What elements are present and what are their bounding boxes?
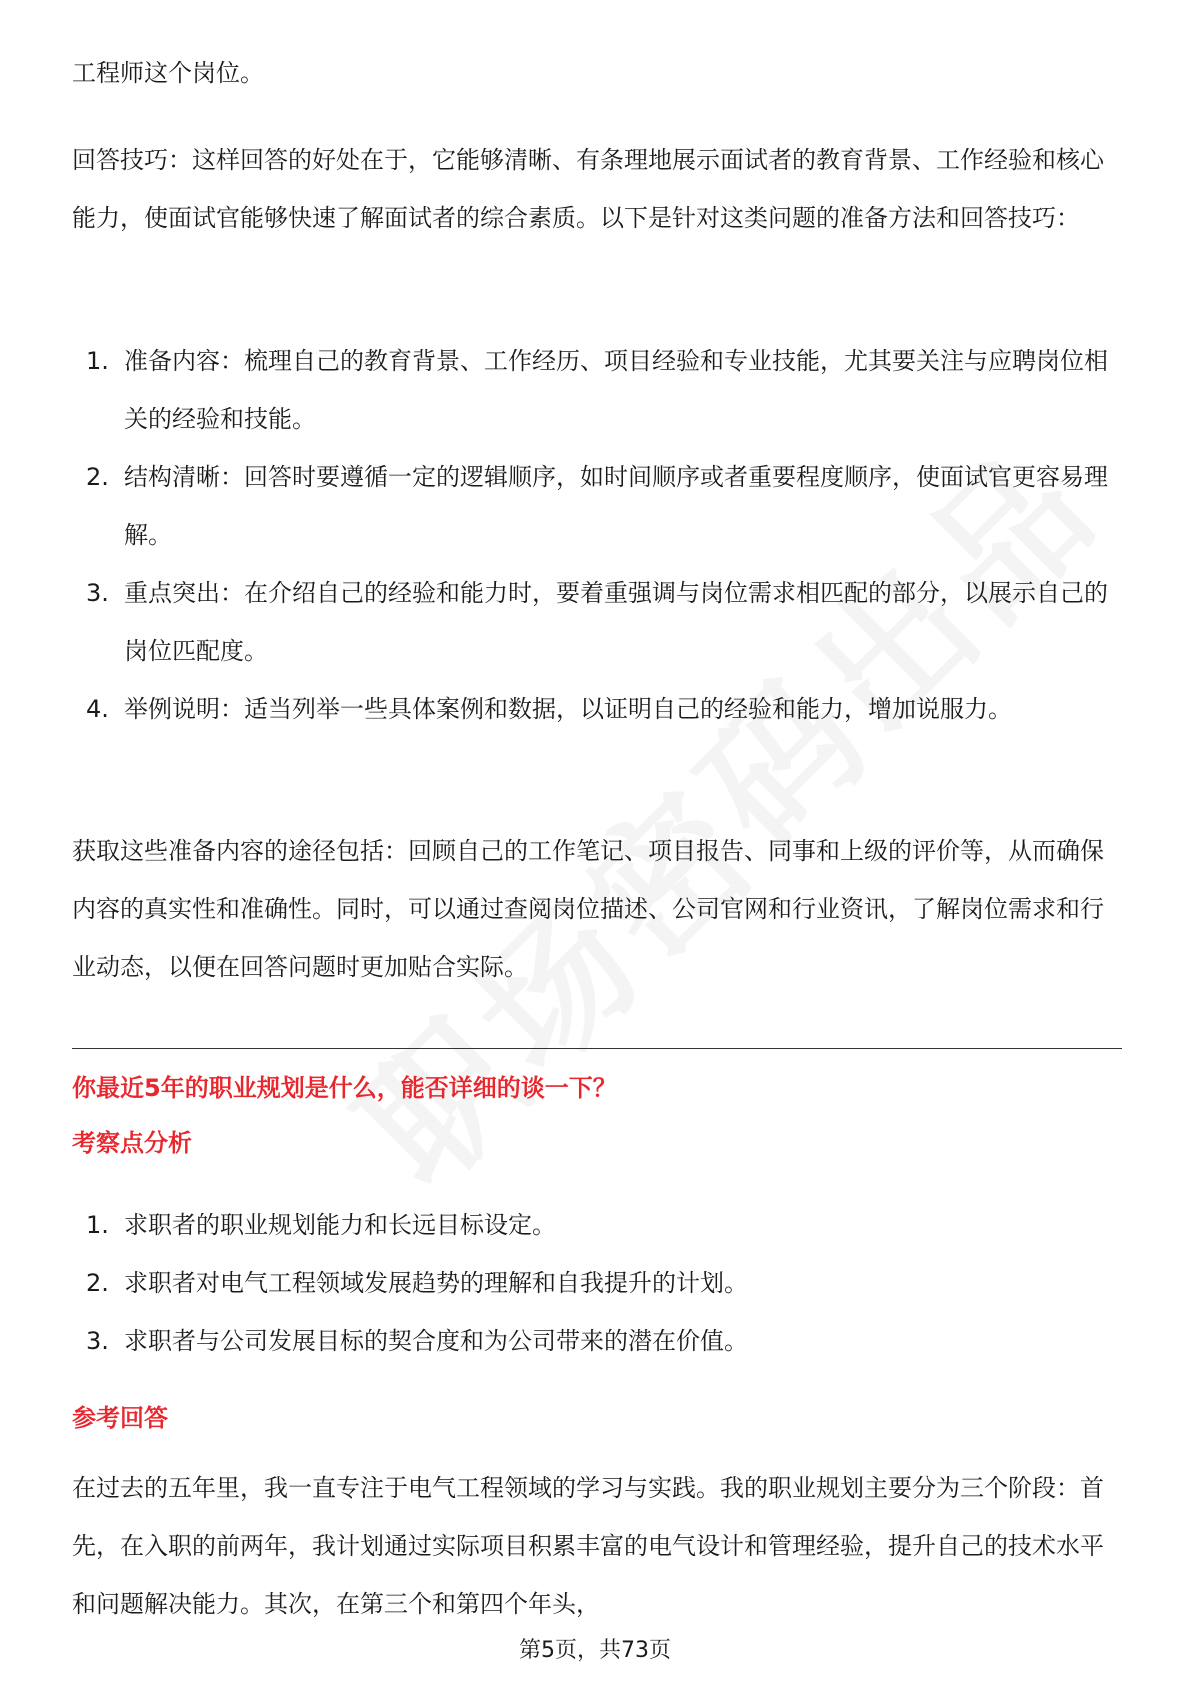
list-text: 重点突出：在介绍自己的经验和能力时，要着重强调与岗位需求相匹配的部分，以展示自己的岗位匹配度。 bbox=[124, 579, 1108, 665]
list-number: 2. bbox=[86, 463, 109, 491]
list-item bbox=[72, 564, 1122, 680]
tips-paragraph: 回答技巧：这样回答的好处在于，它能够清晰、有条理地展示面试者的教育背景、工作经验和核心能力，使面试官能够快速了解面试者的综合素质。以下是针对这类问题的准备方法和回答技巧： bbox=[72, 146, 1104, 232]
answer-paragraph: 在过去的五年里，我一直专注于电气工程领域的学习与实践。我的职业规划主要分为三个阶段：首先，在入职的前两年，我计划通过实际项目积累丰富的电气设计和管理经验，提升自己的技术水平和问题解决能力。其次，在第三个和第四个年头， bbox=[72, 1474, 1104, 1618]
list-text: 求职者与公司发展目标的契合度和为公司带来的潜在价值。 bbox=[124, 1327, 748, 1355]
list-item bbox=[72, 332, 1122, 448]
list-number: 3. bbox=[86, 1327, 109, 1355]
list-text: 举例说明：适当列举一些具体案例和数据，以证明自己的经验和能力，增加说服力。 bbox=[124, 695, 1012, 723]
prep-list bbox=[72, 332, 1122, 738]
list-item bbox=[72, 1196, 748, 1254]
list-number: 1. bbox=[86, 1211, 109, 1239]
list-item bbox=[72, 680, 1122, 738]
list-item bbox=[72, 1312, 748, 1370]
intro-text: 工程师这个岗位。 bbox=[72, 59, 264, 87]
analysis-list bbox=[72, 1196, 748, 1370]
list-text: 准备内容：梳理自己的教育背景、工作经历、项目经验和专业技能，尤其要关注与应聘岗位相关的经验和技能。 bbox=[124, 347, 1108, 433]
list-text: 求职者的职业规划能力和长远目标设定。 bbox=[124, 1211, 556, 1239]
question-title: 你最近5年的职业规划是什么，能否详细的谈一下？ bbox=[72, 1074, 617, 1102]
list-number: 3. bbox=[86, 579, 109, 607]
section-divider bbox=[72, 1048, 1122, 1049]
list-item bbox=[72, 1254, 748, 1312]
list-item bbox=[72, 448, 1122, 564]
list-number: 4. bbox=[86, 695, 109, 723]
list-number: 2. bbox=[86, 1269, 109, 1297]
analysis-heading: 考察点分析 bbox=[72, 1129, 192, 1157]
list-text: 求职者对电气工程领域发展趋势的理解和自我提升的计划。 bbox=[124, 1269, 748, 1297]
page-footer: 第5页，共73页 bbox=[519, 1638, 671, 1663]
answer-heading: 参考回答 bbox=[72, 1404, 168, 1432]
sources-paragraph: 获取这些准备内容的途径包括：回顾自己的工作笔记、项目报告、同事和上级的评价等，从而确保内容的真实性和准确性。同时，可以通过查阅岗位描述、公司官网和行业资讯，了解岗位需求和行业动态，以便在回答问题时更加贴合实际。 bbox=[72, 837, 1104, 981]
list-text: 结构清晰：回答时要遵循一定的逻辑顺序，如时间顺序或者重要程度顺序，使面试官更容易理解。 bbox=[124, 463, 1108, 549]
list-number: 1. bbox=[86, 347, 109, 375]
